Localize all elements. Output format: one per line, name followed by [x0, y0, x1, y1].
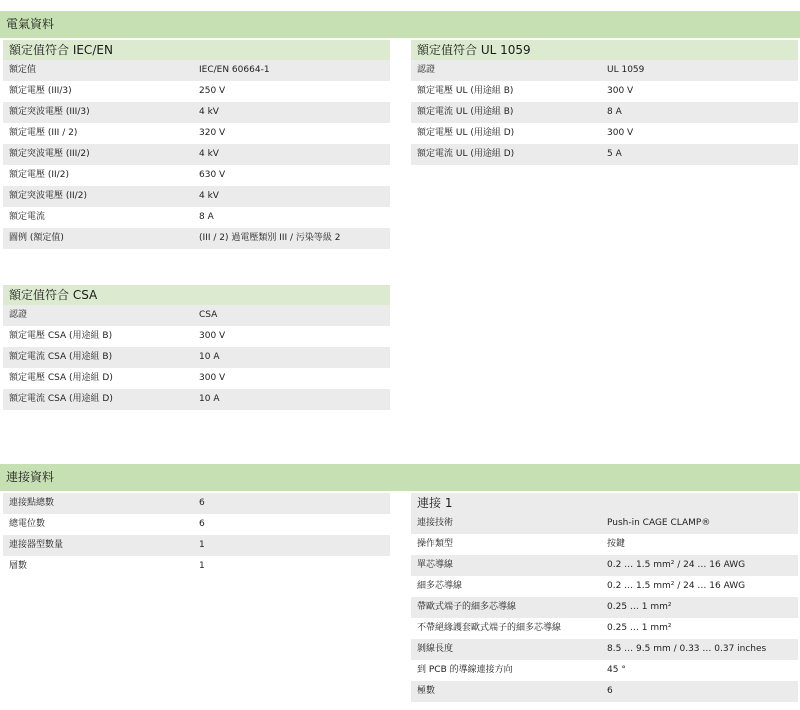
- row-value: 4 kV: [199, 191, 219, 201]
- row-label: 額定電壓 UL (用途組 B): [417, 86, 514, 96]
- table-row: [411, 555, 798, 576]
- table-row: [411, 639, 798, 660]
- table-row: [3, 326, 390, 347]
- row-value: 5 A: [607, 149, 622, 159]
- row-label: 連接技術: [417, 518, 454, 528]
- row-label: 層數: [9, 561, 28, 571]
- row-value: 10 A: [199, 352, 220, 362]
- table-row: [411, 513, 798, 534]
- row-label: 單芯導線: [417, 560, 454, 570]
- row-value: 0.2 … 1.5 mm² / 24 … 16 AWG: [607, 560, 746, 570]
- table-row: [3, 368, 390, 389]
- iec-rows: [3, 60, 390, 249]
- row-value: 4 kV: [199, 149, 219, 159]
- table-row: [3, 556, 390, 577]
- row-value: 0.2 … 1.5 mm² / 24 … 16 AWG: [607, 581, 746, 591]
- row-value: (III / 2) 過電壓類別 III / 污染等級 2: [199, 233, 341, 243]
- row-value: 8 A: [199, 212, 214, 222]
- table-row: [3, 389, 390, 410]
- row-value: 300 V: [199, 331, 226, 341]
- row-value: 250 V: [199, 86, 226, 96]
- row-value: 4 kV: [199, 107, 219, 117]
- row-value: 8.5 … 9.5 mm / 0.33 … 0.37 inches: [607, 644, 767, 654]
- table-row: [411, 618, 798, 639]
- row-label: 額定電流 UL (用途組 B): [417, 107, 514, 117]
- table-row: [3, 102, 390, 123]
- table-row: [411, 681, 798, 702]
- row-value: 300 V: [199, 373, 226, 383]
- row-label: 不帶絕緣護套歐式端子的細多芯導線: [417, 623, 562, 633]
- row-value: 6: [199, 498, 205, 508]
- connection-general-table: [3, 493, 390, 577]
- connection-1-table: [411, 493, 798, 702]
- section-header-electrical: 電氣資料: [0, 11, 800, 38]
- csa-ratings-title: 額定值符合 CSA: [3, 285, 390, 305]
- row-value: 按鍵: [607, 539, 626, 549]
- csa-ratings-table: [3, 285, 390, 410]
- row-label: 連接器型數量: [9, 540, 64, 550]
- row-label: 圖例 (額定值): [9, 233, 64, 243]
- table-row: [3, 514, 390, 535]
- iec-ratings-title: 額定值符合 IEC/EN: [3, 40, 390, 60]
- row-value: 0.25 … 1 mm²: [607, 623, 672, 633]
- row-value: 300 V: [607, 86, 634, 96]
- table-row: [3, 60, 390, 81]
- row-label: 額定電壓 CSA (用途組 B): [9, 331, 113, 341]
- section-header-connection: 連接資料: [0, 464, 800, 491]
- row-label: 額定電壓 (III / 2): [9, 128, 78, 138]
- row-label: 額定突波電壓 (III/2): [9, 149, 90, 159]
- row-value: CSA: [199, 310, 218, 320]
- table-row: [411, 534, 798, 555]
- connection-1-rows: [411, 513, 798, 702]
- row-value: 300 V: [607, 128, 634, 138]
- row-value: 8 A: [607, 107, 622, 117]
- table-row: [411, 123, 798, 144]
- row-label: 額定突波電壓 (II/2): [9, 191, 87, 201]
- table-row: [411, 597, 798, 618]
- row-label: 帶歐式端子的細多芯導線: [417, 602, 517, 612]
- row-value: Push-in CAGE CLAMP®: [607, 518, 711, 528]
- row-value: IEC/EN 60664-1: [199, 65, 270, 75]
- table-row: [3, 228, 390, 249]
- row-value: 0.25 … 1 mm²: [607, 602, 672, 612]
- row-value: 10 A: [199, 394, 220, 404]
- row-value: 320 V: [199, 128, 226, 138]
- row-label: 額定電流 CSA (用途組 D): [9, 394, 113, 404]
- row-label: 操作類型: [417, 539, 454, 549]
- table-row: [411, 81, 798, 102]
- table-row: [3, 207, 390, 228]
- row-label: 認證: [417, 65, 436, 75]
- table-row: [3, 123, 390, 144]
- table-row: [411, 60, 798, 81]
- table-row: [3, 493, 390, 514]
- table-row: [411, 102, 798, 123]
- row-label: 額定電壓 (III/3): [9, 86, 72, 96]
- row-label: 額定電壓 CSA (用途組 D): [9, 373, 113, 383]
- row-label: 細多芯導線: [417, 581, 463, 591]
- table-row: [411, 660, 798, 681]
- ul-ratings-table: [411, 40, 798, 165]
- table-row: [411, 144, 798, 165]
- row-label: 極數: [417, 686, 436, 696]
- row-label: 額定值: [9, 65, 37, 75]
- table-row: [411, 576, 798, 597]
- connection-general-rows: [3, 493, 390, 577]
- row-label: 額定電流: [9, 212, 46, 222]
- row-value: 630 V: [199, 170, 226, 180]
- row-label: 到 PCB 的導線連接方向: [417, 665, 513, 675]
- row-label: 剝線長度: [417, 644, 454, 654]
- row-value: 1: [199, 540, 205, 550]
- row-label: 額定電流 CSA (用途組 B): [9, 352, 113, 362]
- row-label: 認證: [9, 310, 28, 320]
- table-row: [3, 81, 390, 102]
- ul-ratings-title: 額定值符合 UL 1059: [411, 40, 798, 60]
- row-label: 額定突波電壓 (III/3): [9, 107, 90, 117]
- connection-1-title: 連接 1: [411, 493, 798, 513]
- iec-ratings-table: [3, 40, 390, 249]
- table-row: [3, 535, 390, 556]
- row-label: 連接點總數: [9, 498, 55, 508]
- table-row: [3, 186, 390, 207]
- ul-rows: [411, 60, 798, 165]
- table-row: [3, 305, 390, 326]
- row-value: 45 °: [607, 665, 626, 675]
- row-label: 額定電流 UL (用途組 D): [417, 149, 515, 159]
- row-label: 額定電壓 UL (用途組 D): [417, 128, 515, 138]
- row-value: 1: [199, 561, 205, 571]
- row-label: 額定電壓 (II/2): [9, 170, 69, 180]
- table-row: [3, 144, 390, 165]
- table-row: [3, 165, 390, 186]
- row-value: 6: [199, 519, 205, 529]
- csa-rows: [3, 305, 390, 410]
- row-label: 總電位數: [9, 519, 46, 529]
- row-value: UL 1059: [607, 65, 645, 75]
- row-value: 6: [607, 686, 613, 696]
- table-row: [3, 347, 390, 368]
